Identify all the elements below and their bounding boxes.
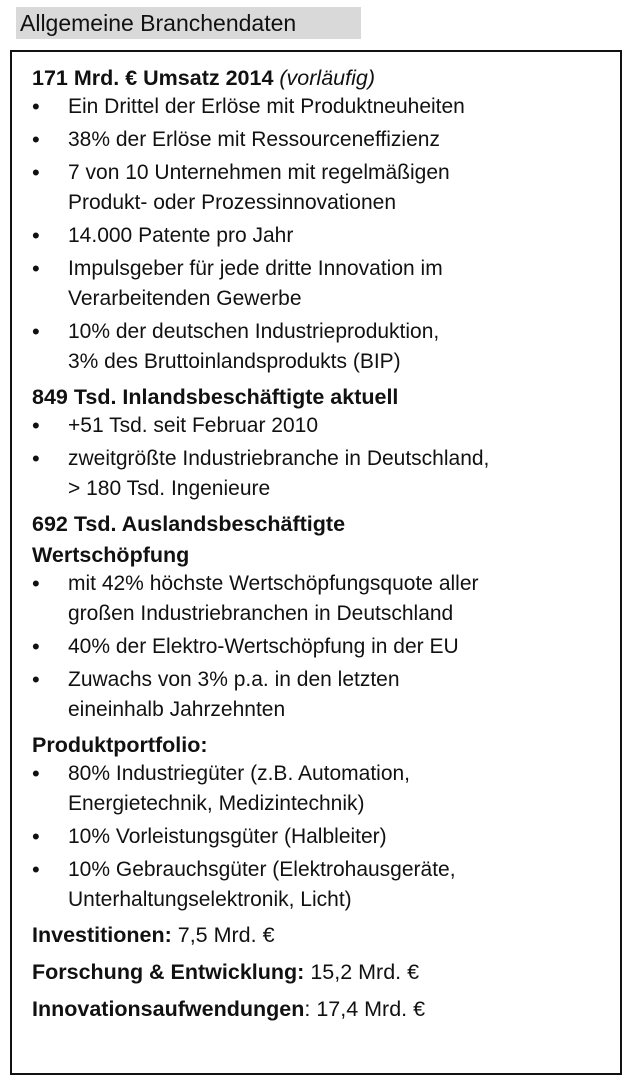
bullet-line: zweitgrößte Industriebranche in Deutschland, [68,447,490,470]
bullet-item [32,569,612,629]
fact-value: 15,2 Mrd. € [310,960,420,984]
bullet-item [32,444,612,504]
bullet-item [32,822,612,852]
bullet-line: 80% Industriegüter (z.B. Automation, [68,762,411,785]
section-heading [32,383,612,411]
bullet-item [32,92,612,122]
fact-value: 17,4 Mrd. € [316,997,426,1021]
section-heading-text: Produktportfolio: [32,733,208,757]
bullet-item [32,855,612,915]
fact-label: Forschung & Entwicklung: [32,960,305,984]
bullet-line: Ein Drittel der Erlöse mit Produktneuheiten [68,95,465,118]
fact-label: Innovationsaufwendungen [32,997,305,1021]
bullet-line: Zuwachs von 3% p.a. in den letzten [68,668,400,691]
bullet-line: 10% Vorleistungsgüter (Halbleiter) [68,825,387,848]
fact-separator: : [304,997,311,1021]
fact-row [32,958,612,986]
bullet-line: 10% Gebrauchsgüter (Elektrohausgeräte, [68,858,456,881]
bullet-line: 38% der Erlöse mit Ressourceneffizienz [68,128,440,151]
bullet-line: großen Industriebranchen in Deutschland [68,602,454,625]
bullet-line: Energietechnik, Medizintechnik) [68,792,365,815]
bullet-item [32,665,612,725]
bullet-list [32,92,612,377]
section-heading [32,541,612,569]
bullet-line: Unterhaltungselektronik, Licht) [68,888,352,911]
page-title: Allgemeine Branchendaten [16,7,361,39]
bullet-line: 3% des Bruttoinlandsprodukts (BIP) [68,350,401,373]
fact-label: Investitionen: [32,923,172,947]
bullet-item [32,632,612,662]
bullet-line: 10% der deutschen Industrieproduktion, [68,320,440,343]
section-heading-text: 849 Tsd. Inlandsbeschäftigte aktuell [32,385,399,409]
bullet-item [32,158,612,218]
section-heading [32,510,612,538]
bullet-line: Produkt- oder Prozessinnovationen [68,191,397,214]
bullet-line: mit 42% höchste Wertschöpfungsquote aller [68,572,479,595]
bullet-line: +51 Tsd. seit Februar 2010 [68,414,319,437]
section-heading [32,731,612,759]
facts-content [32,64,612,1032]
bullet-line: > 180 Tsd. Ingenieure [68,477,271,500]
fact-row [32,921,612,949]
bullet-list [32,569,612,725]
bullet-list [32,411,612,504]
section-heading [32,64,612,92]
bullet-line: Impulsgeber für jede dritte Innovation im [68,257,443,280]
section-heading-text: 171 Mrd. € Umsatz 2014 [32,66,274,90]
bullet-item [32,317,612,377]
bullet-item [32,125,612,155]
section-heading-text: Wertschöpfung [32,543,190,567]
fact-row [32,995,612,1023]
bullet-item [32,254,612,314]
section-heading-text: 692 Tsd. Auslandsbeschäftigte [32,512,346,536]
bullet-line: eineinhalb Jahrzehnten [68,698,286,721]
bullet-line: Verarbeitenden Gewerbe [68,287,302,310]
bullet-list [32,759,612,915]
bullet-line: 7 von 10 Unternehmen mit regelmäßigen [68,161,450,184]
bullet-item [32,759,612,819]
bullet-item [32,221,612,251]
fact-value: 7,5 Mrd. € [177,923,275,947]
bullet-line: 40% der Elektro-Wertschöpfung in der EU [68,635,459,658]
bullet-line: 14.000 Patente pro Jahr [68,224,294,247]
bullet-item [32,411,612,441]
facts-box [10,50,622,1075]
section-heading-note: (vorläufig) [279,66,375,90]
